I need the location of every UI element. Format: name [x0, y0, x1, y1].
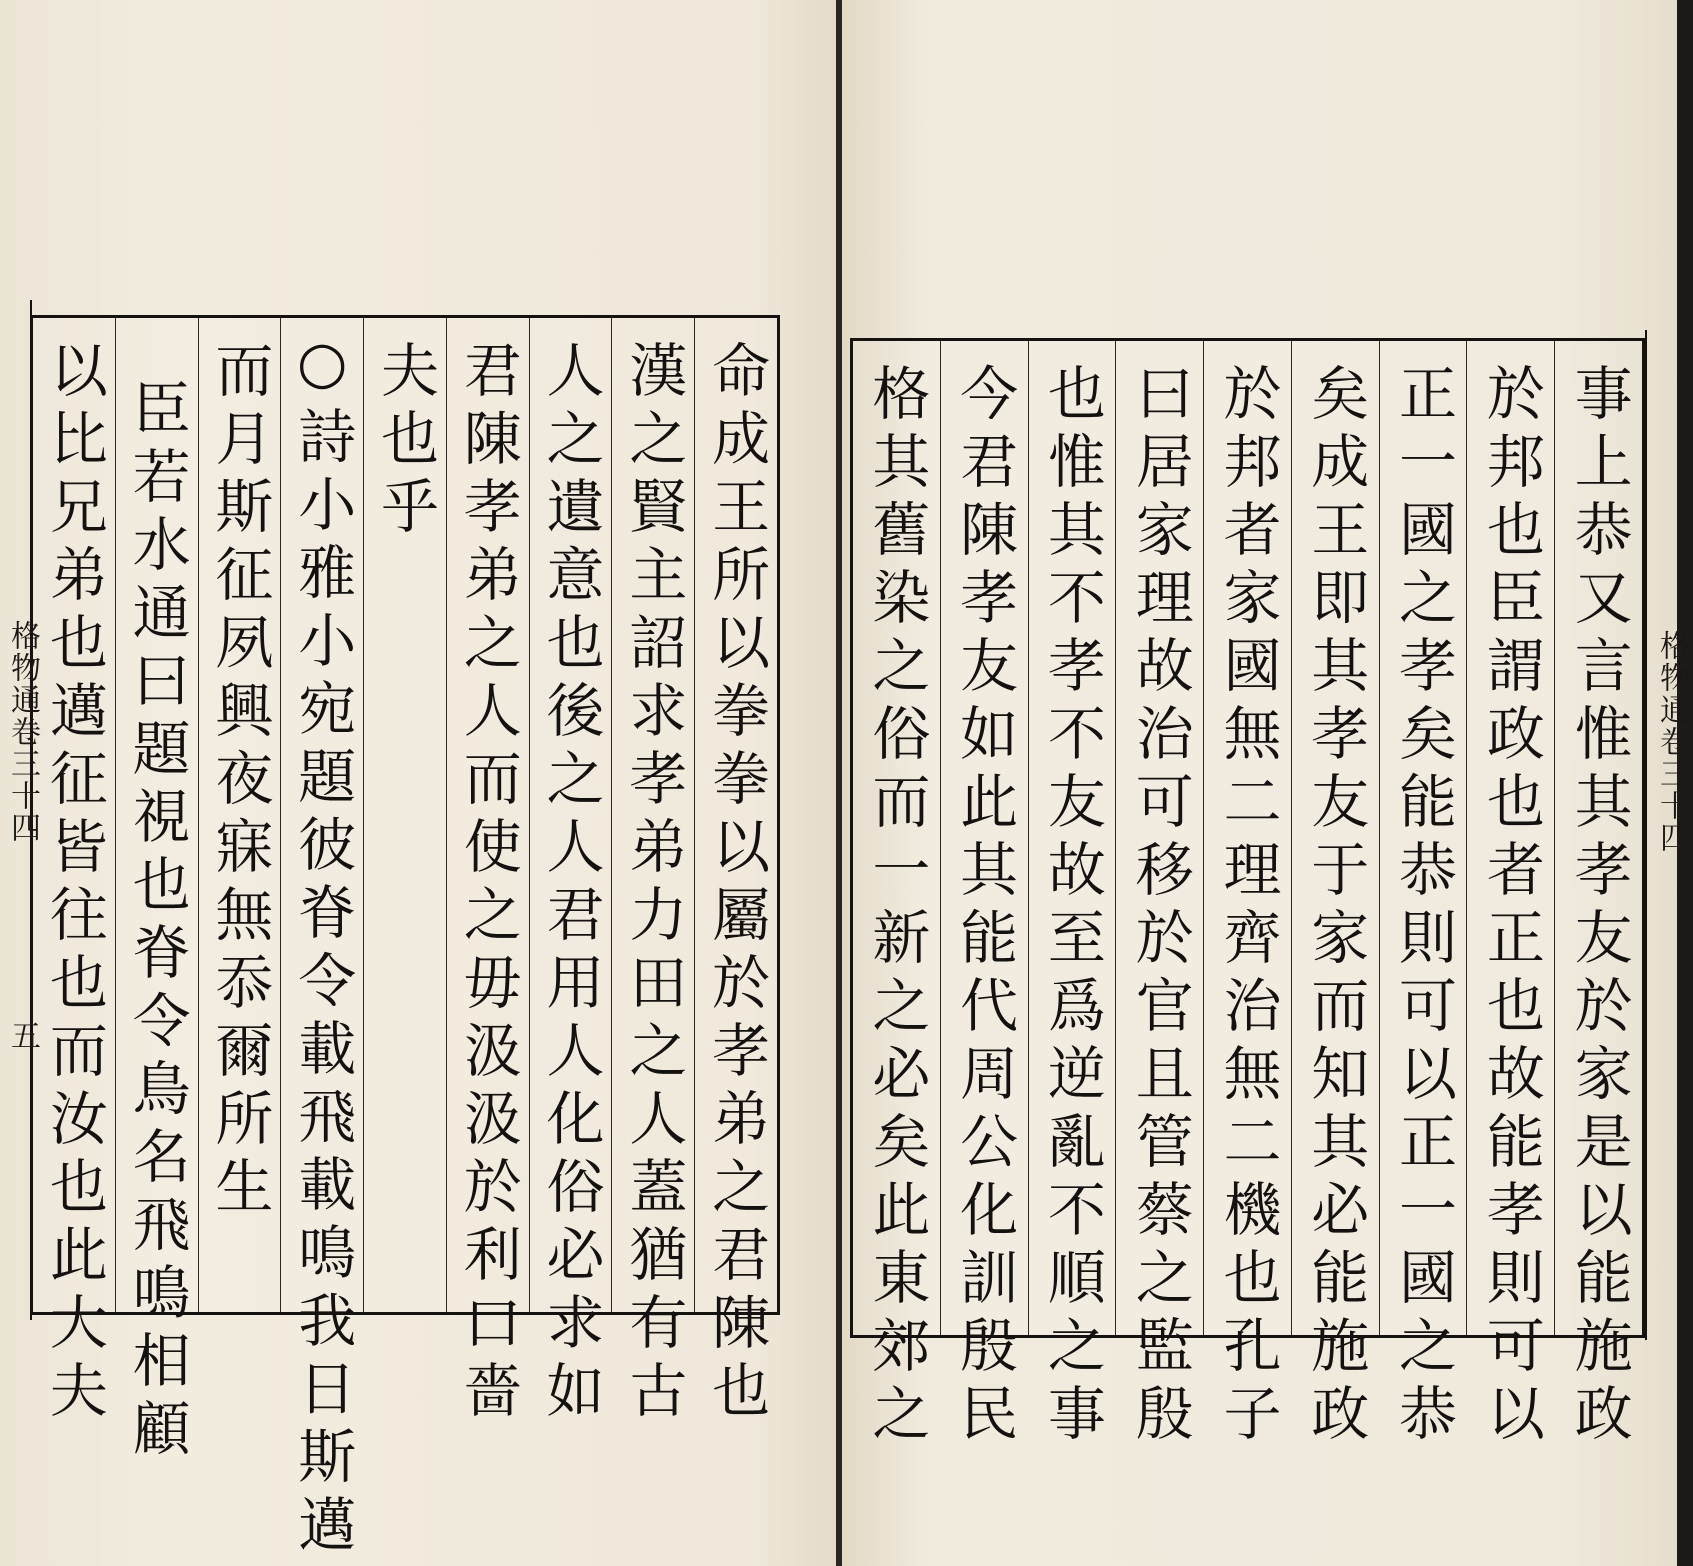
right-banxin — [1645, 330, 1689, 1340]
right-column-2 — [1466, 341, 1554, 1451]
right-column-5 — [1203, 341, 1291, 1451]
left-column-9 — [33, 318, 115, 1428]
right-banxin-label: 格物通卷三十四 — [1654, 630, 1689, 854]
right-column-text: 曰居家理故治可移於官且管蔡之監殷 — [1125, 363, 1194, 1451]
left-column-text: 人之遺意也後之人君用人化俗必求如 — [536, 340, 605, 1428]
right-column-7 — [1028, 341, 1116, 1451]
right-columns — [853, 341, 1642, 1451]
left-column-5 — [363, 318, 446, 1312]
left-column-text: 以比兄弟也邁征皆往也而汝也此大夫 — [39, 340, 108, 1428]
left-banxin-page: 五 — [5, 1020, 40, 1052]
right-column-6 — [1115, 341, 1203, 1451]
right-column-1 — [1554, 341, 1642, 1451]
right-column-3 — [1379, 341, 1467, 1451]
right-column-text: 矣成王即其孝友于家而知其必能施政 — [1301, 363, 1370, 1451]
left-text-frame — [30, 315, 780, 1562]
right-column-text: 格其舊染之俗而一新之必矣此東郊之 — [862, 363, 931, 1451]
right-page — [842, 0, 1689, 1566]
right-column-text: 於邦也臣謂政也者正也故能孝則可以 — [1476, 363, 1545, 1451]
right-column-text: 今君陳孝友如此其能代周公化訓殷民 — [950, 363, 1019, 1451]
right-column-text: 事上恭又言惟其孝友於家是以能施政 — [1564, 363, 1633, 1451]
left-column-text: 夫也乎 — [370, 340, 439, 544]
right-column-text: 正一國之孝矣能恭則可以正一國之恭 — [1389, 363, 1458, 1451]
left-column-text: 漢之賢主詔求孝弟力田之人蓋猶有古 — [619, 340, 688, 1428]
left-column-8 — [115, 318, 198, 1466]
right-column-9 — [853, 341, 940, 1451]
left-column-7 — [198, 318, 281, 1312]
left-columns — [33, 318, 777, 1562]
right-column-text: 於邦者家國無二理齊治無二機也孔子 — [1213, 363, 1282, 1451]
left-column-text: 君陳孝弟之人而使之毋汲汲於利口嗇 — [453, 340, 522, 1428]
left-banxin — [0, 300, 40, 1320]
right-column-4 — [1291, 341, 1379, 1451]
left-column-text: 而月斯征夙興夜寐無忝爾所生 — [205, 340, 274, 1224]
left-page — [0, 0, 838, 1566]
right-column-text: 也惟其不孝不友故至爲逆亂不順之事 — [1037, 363, 1106, 1451]
left-column-4 — [446, 318, 529, 1428]
left-column-1 — [694, 318, 777, 1428]
left-column-text: ○詩小雅小宛題彼脊令載飛載鳴我日斯邁 — [288, 328, 357, 1562]
left-column-text: 臣若水通曰題視也脊令鳥名飛鳴相顧 — [122, 378, 191, 1466]
left-column-6 — [280, 318, 363, 1562]
left-column-text: 命成王所以拳拳以屬於孝弟之君陳也 — [702, 340, 771, 1428]
left-column-3 — [529, 318, 612, 1428]
right-text-frame — [850, 338, 1645, 1451]
right-column-8 — [940, 341, 1028, 1451]
left-banxin-label: 格物通卷三十四 — [5, 620, 40, 844]
left-column-2 — [611, 318, 694, 1428]
